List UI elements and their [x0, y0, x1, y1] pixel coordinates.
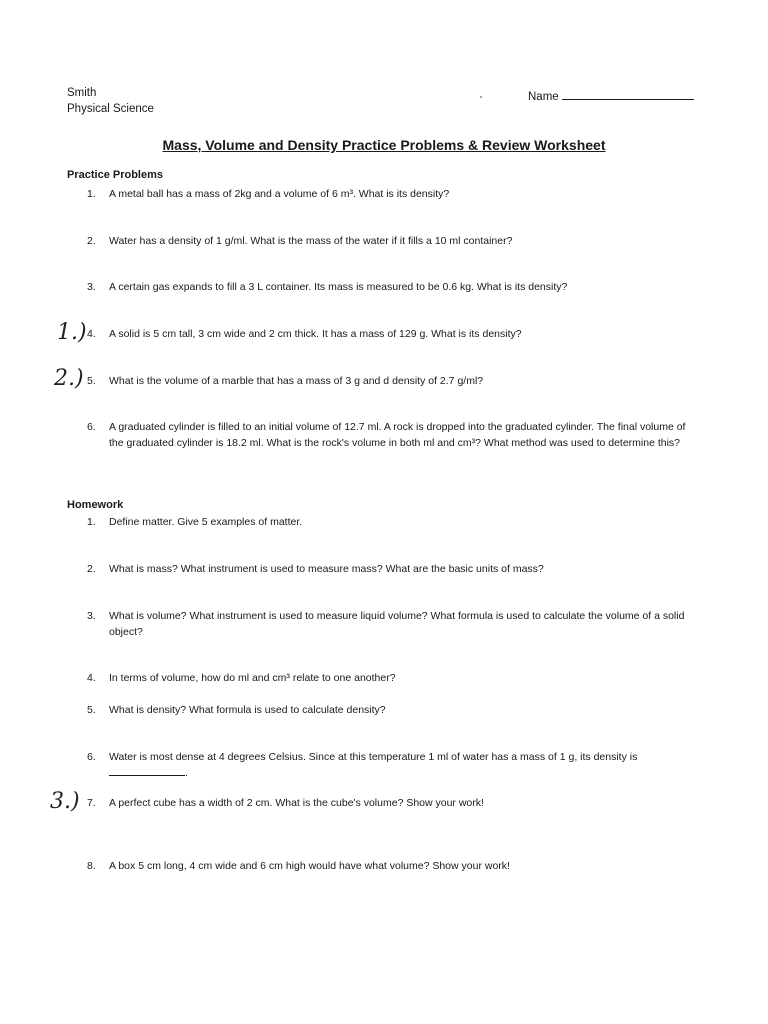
item-text: A box 5 cm long, 4 cm wide and 6 cm high would have what volume? Show your work!: [109, 860, 510, 872]
item-text: A solid is 5 cm tall, 3 cm wide and 2 cm thick. It has a mass of 129 g. What is its density?: [109, 328, 522, 340]
item-number: 5.: [87, 704, 96, 716]
item-text: What is density? What formula is used to calculate density?: [109, 704, 386, 716]
item-text: A metal ball has a mass of 2kg and a volume of 6 m³. What is its density?: [109, 188, 450, 200]
item-text: In terms of volume, how do ml and cm³ relate to one another?: [109, 672, 396, 684]
item-text: A graduated cylinder is filled to an initial volume of 12.7 ml. A rock is dropped into the graduated cylinder. The final volume of the graduated cylinder is 18.2 ml. What is the rock's volume in both ml and cm³? What method was used to determine this?: [109, 421, 686, 449]
item-text: Water has a density of 1 g/ml. What is the mass of the water if it fills a 10 ml container?: [109, 235, 513, 247]
practice-heading: Practice Problems: [67, 169, 163, 181]
item-number: 3.: [87, 610, 96, 622]
item-number: 4.: [87, 328, 96, 340]
scan-speck: [480, 96, 482, 98]
item-number: 7.: [87, 797, 96, 809]
item-number: 6.: [87, 751, 96, 763]
item-text: A perfect cube has a width of 2 cm. What is the cube's volume? Show your work!: [109, 797, 484, 809]
item-text-body: Water is most dense at 4 degrees Celsius. Since at this temperature 1 ml of water has a mass of 1 g, its density is: [109, 751, 638, 763]
name-blank-line: [562, 89, 694, 100]
item-number: 8.: [87, 860, 96, 872]
item-number: 2.: [87, 235, 96, 247]
item-number: 2.: [87, 563, 96, 575]
item-number: 6.: [87, 421, 96, 433]
homework-heading: Homework: [67, 499, 124, 511]
name-field: [528, 89, 694, 103]
item-number: 1.: [87, 188, 96, 200]
item-number: 5.: [87, 375, 96, 387]
answer-blank-line: [109, 765, 185, 776]
name-label: Name: [528, 91, 559, 103]
item-number: 4.: [87, 672, 96, 684]
item-text: Define matter. Give 5 examples of matter.: [109, 516, 303, 528]
item-text: What is the volume of a marble that has a mass of 3 g and d density of 2.7 g/ml?: [109, 375, 484, 387]
handwritten-mark-1: 1.): [57, 320, 87, 345]
worksheet-title: Mass, Volume and Density Practice Problems & Review Worksheet: [162, 137, 606, 153]
item-text: What is mass? What instrument is used to measure mass? What are the basic units of mass?: [109, 563, 544, 575]
handwritten-mark-3: 3.): [50, 789, 80, 814]
item-number: 1.: [87, 516, 96, 528]
item-text: What is volume? What instrument is used to measure liquid volume? What formula is used to calculate the volume of a solid object?: [109, 610, 685, 638]
course-name: Physical Science: [67, 103, 154, 115]
item-text: A certain gas expands to fill a 3 L container. Its mass is measured to be 0.6 kg. What is its density?: [109, 281, 568, 293]
item-number: 3.: [87, 281, 96, 293]
item-text-tail: .: [185, 767, 188, 779]
item-text: [109, 749, 694, 781]
handwritten-mark-2: 2.): [54, 366, 84, 391]
teacher-name: Smith: [67, 87, 97, 99]
